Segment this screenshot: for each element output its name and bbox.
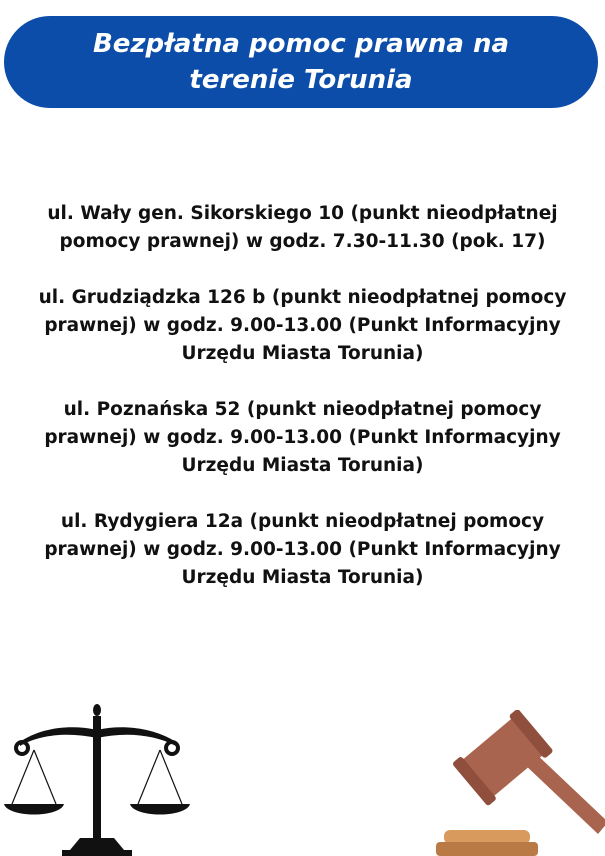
- location-entry: [30, 508, 575, 592]
- gavel-icon: [430, 710, 605, 856]
- location-entry-line: prawnej) w godz. 9.00-13.00 (Punkt Informacyjny: [44, 539, 561, 560]
- location-entry: [30, 284, 575, 368]
- location-entry-line: Urzędu Miasta Torunia): [181, 455, 424, 476]
- location-entry-line: prawnej) w godz. 9.00-13.00 (Punkt Informacyjny: [44, 427, 561, 448]
- location-entry-line: ul. Wały gen. Sikorskiego 10 (punkt nieodpłatnej: [47, 203, 558, 224]
- location-entry-line: pomocy prawnej) w godz. 7.30-11.30 (pok. 17): [59, 231, 546, 252]
- location-entry: [30, 396, 575, 480]
- location-entry-line: prawnej) w godz. 9.00-13.00 (Punkt Informacyjny: [44, 315, 561, 336]
- location-entry-line: ul. Grudziądzka 126 b (punkt nieodpłatnej pomocy: [38, 287, 567, 308]
- location-entry-line: Urzędu Miasta Torunia): [181, 343, 424, 364]
- location-entry: [30, 200, 575, 256]
- location-entry-line: Urzędu Miasta Torunia): [181, 567, 424, 588]
- scales-of-justice-icon: [0, 700, 200, 856]
- page-title: Bezpłatna pomoc prawna na terenie Torunia: [92, 29, 510, 95]
- location-entry-line: ul. Rydygiera 12a (punkt nieodpłatnej pomocy: [60, 511, 545, 532]
- legal-aid-locations-list: [30, 200, 575, 620]
- location-entry-line: ul. Poznańska 52 (punkt nieodpłatnej pomocy: [63, 399, 542, 420]
- title-banner: [4, 16, 598, 108]
